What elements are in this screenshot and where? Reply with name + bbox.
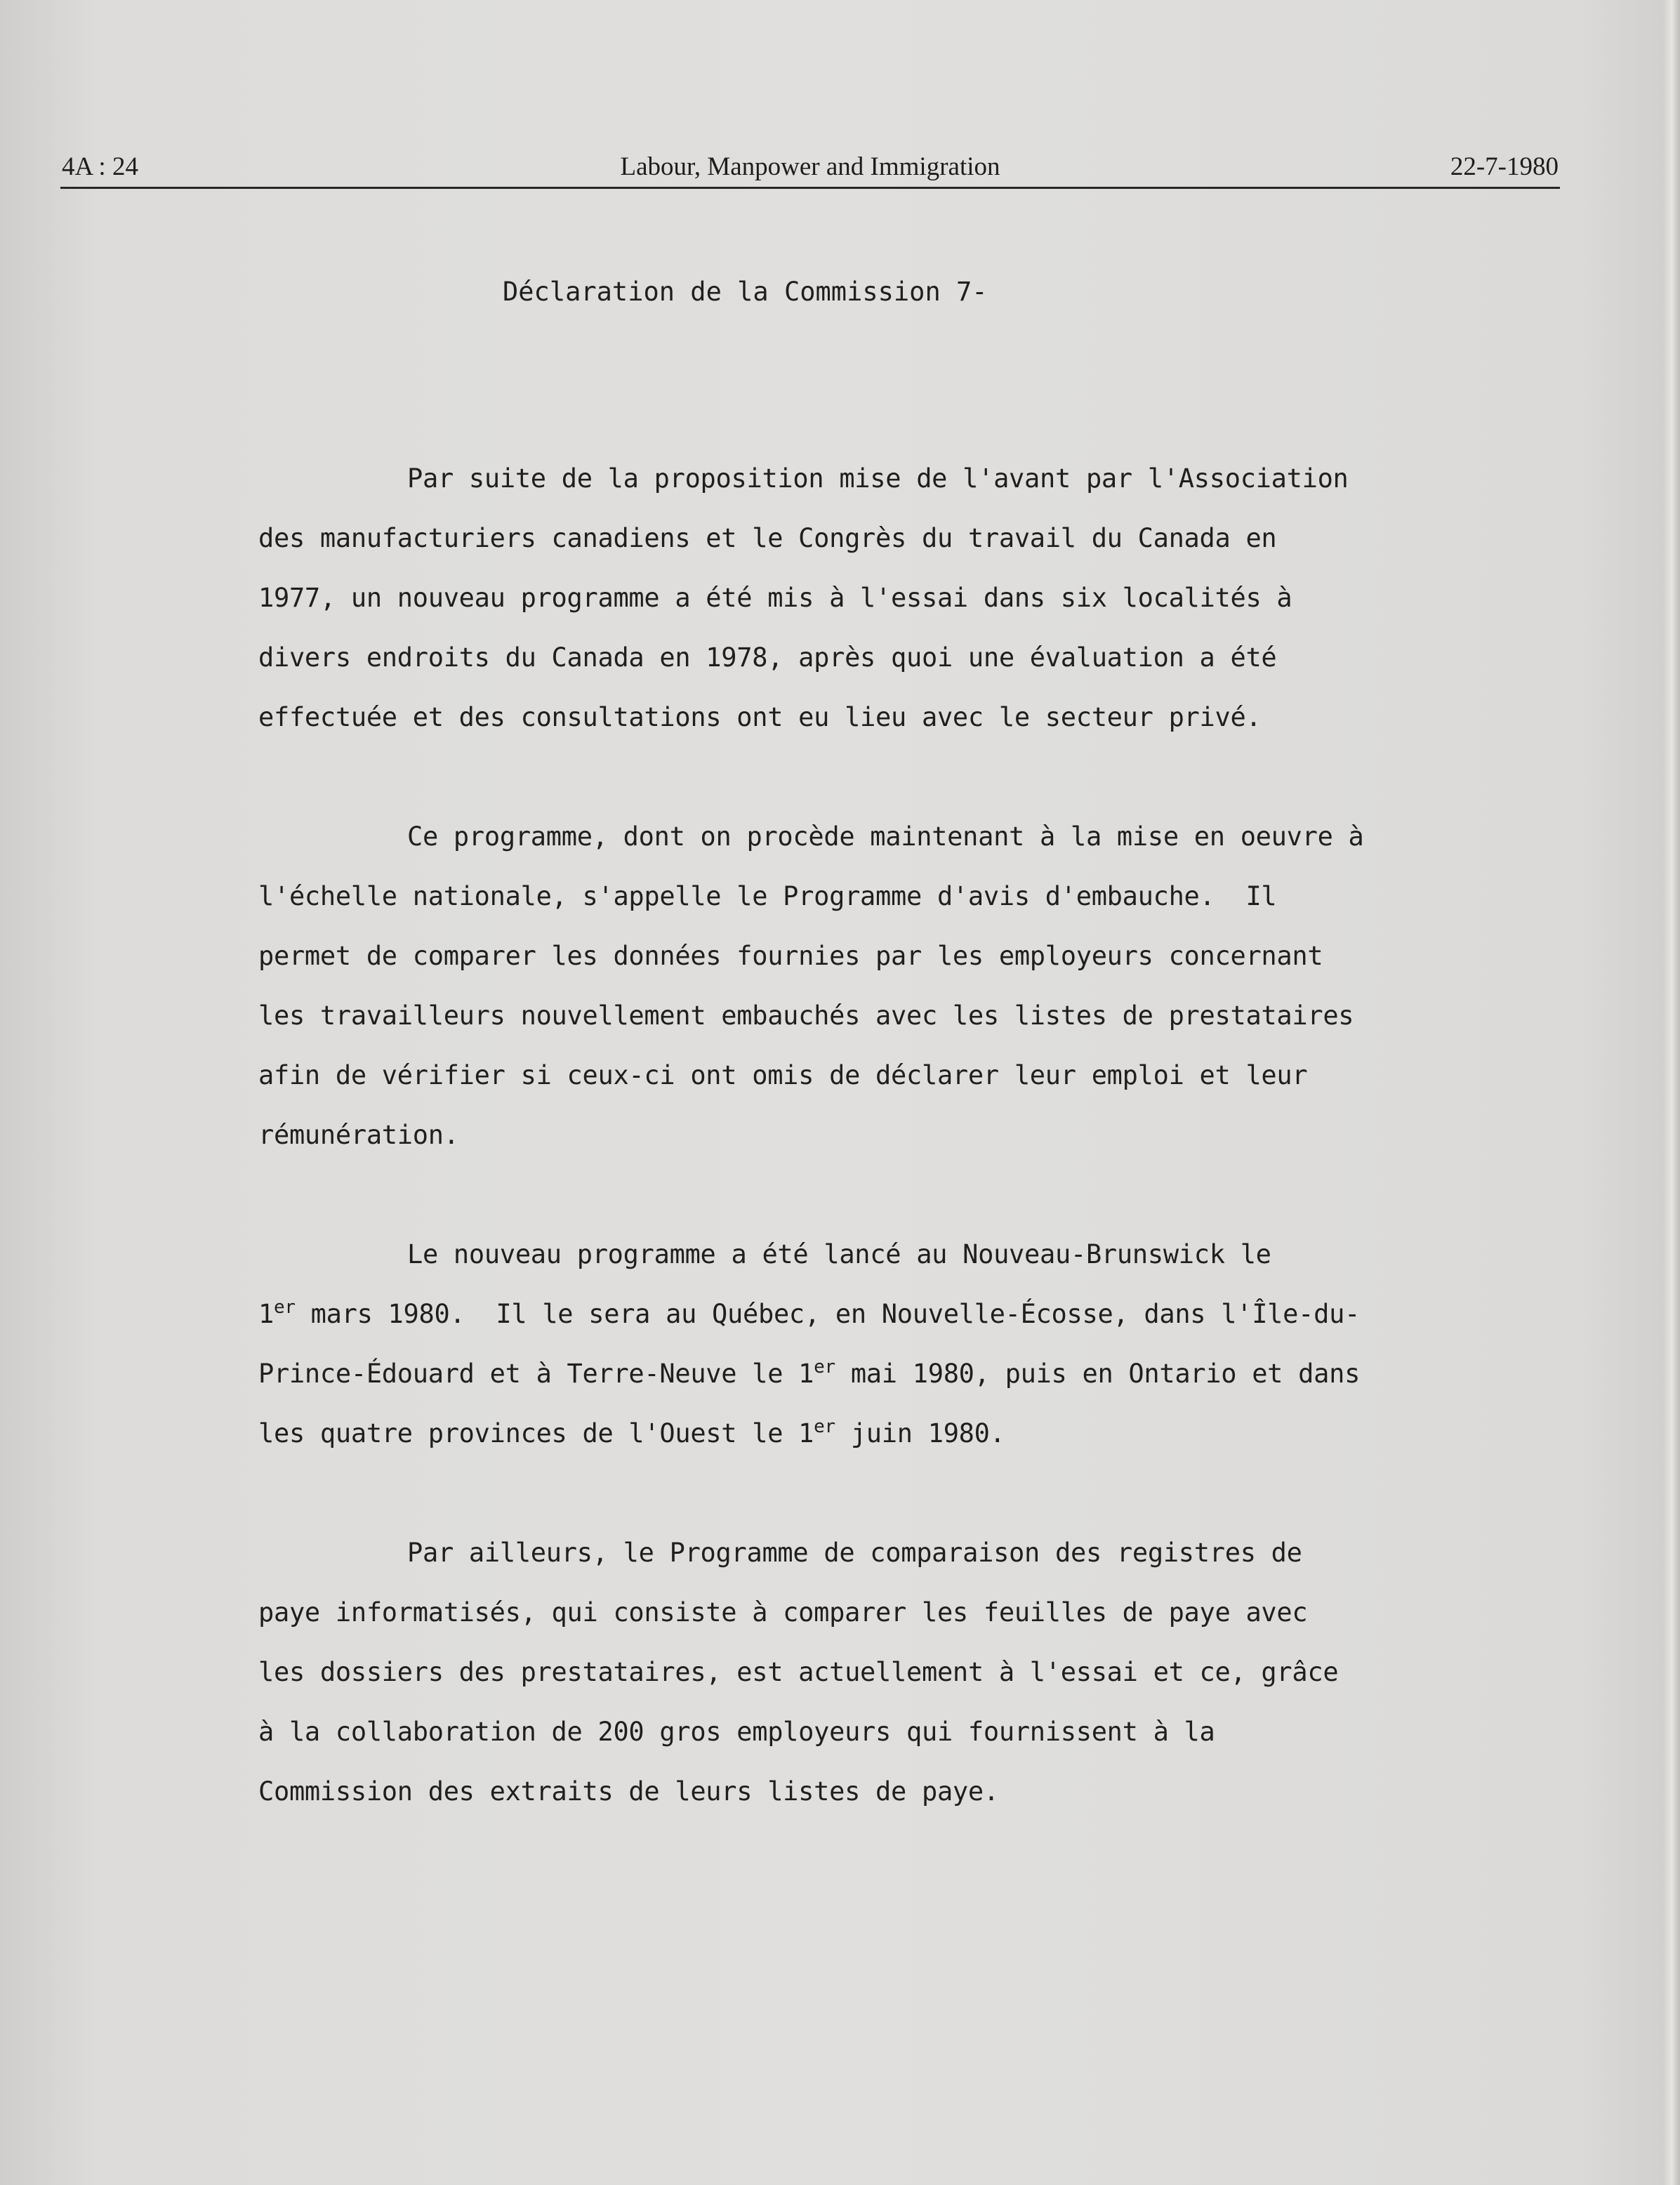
- text-segment: Prince-Édouard et à Terre-Neuve le 1: [258, 1359, 814, 1389]
- text-line: [258, 1356, 1361, 1389]
- text-line: afin de vérifier si ceux-ci ont omis de déclarer leur emploi et leur: [258, 1060, 1308, 1090]
- text-line: permet de comparer les données fournies par les employeurs concernant: [258, 941, 1323, 971]
- header-title: Labour, Manpower and Immigration: [620, 152, 1000, 181]
- text-line: effectuée et des consultations ont eu lieu avec le secteur privé.: [258, 702, 1262, 732]
- text-segment: mai 1980, puis en Ontario et dans: [835, 1359, 1361, 1389]
- text-line: [258, 1299, 1360, 1329]
- header-rule: [60, 187, 1560, 189]
- text-line: Par suite de la proposition mise de l'avant par l'Association: [407, 463, 1349, 494]
- document-title: Déclaration de la Commission 7-: [503, 277, 988, 307]
- text-segment: les quatre provinces de l'Ouest le 1: [258, 1418, 814, 1448]
- text-line: divers endroits du Canada en 1978, après quoi une évaluation a été: [258, 642, 1277, 673]
- text-line: Le nouveau programme a été lancé au Nouveau-Brunswick le: [407, 1239, 1271, 1269]
- text-segment: mars 1980. Il le sera au Québec, en Nouvelle-Écosse, dans l'Île-du-: [295, 1299, 1361, 1329]
- text-line: [258, 1418, 1005, 1448]
- text-line: l'échelle nationale, s'appelle le Programme d'avis d'embauche. Il: [258, 881, 1277, 911]
- header-page-ref: 4A : 24: [62, 152, 138, 181]
- text-line: 1977, un nouveau programme a été mis à l'essai dans six localités à: [258, 583, 1292, 613]
- text-line: les travailleurs nouvellement embauchés avec les listes de prestataires: [258, 1001, 1354, 1031]
- text-line: Par ailleurs, le Programme de comparaison des registres de: [407, 1538, 1302, 1568]
- superscript: er: [814, 1416, 835, 1437]
- page-header: [62, 152, 1559, 187]
- text-line: Commission des extraits de leurs listes de paye.: [258, 1776, 999, 1807]
- text-segment: juin 1980.: [835, 1418, 1005, 1448]
- superscript: er: [273, 1297, 296, 1318]
- text-line: Ce programme, dont on procède maintenant à la mise en oeuvre à: [407, 821, 1364, 852]
- text-line: rémunération.: [258, 1120, 459, 1150]
- page-edge: [1662, 0, 1680, 2185]
- superscript: er: [814, 1356, 835, 1378]
- text-line: les dossiers des prestataires, est actuellement à l'essai et ce, grâce: [258, 1657, 1339, 1687]
- text-line: à la collaboration de 200 gros employeurs qui fournissent à la: [258, 1717, 1215, 1747]
- text-line: des manufacturiers canadiens et le Congrès du travail du Canada en: [258, 523, 1277, 553]
- text-line: paye informatisés, qui consiste à comparer les feuilles de paye avec: [258, 1597, 1308, 1628]
- text-segment: 1: [258, 1299, 274, 1329]
- header-date: 22-7-1980: [1450, 152, 1559, 181]
